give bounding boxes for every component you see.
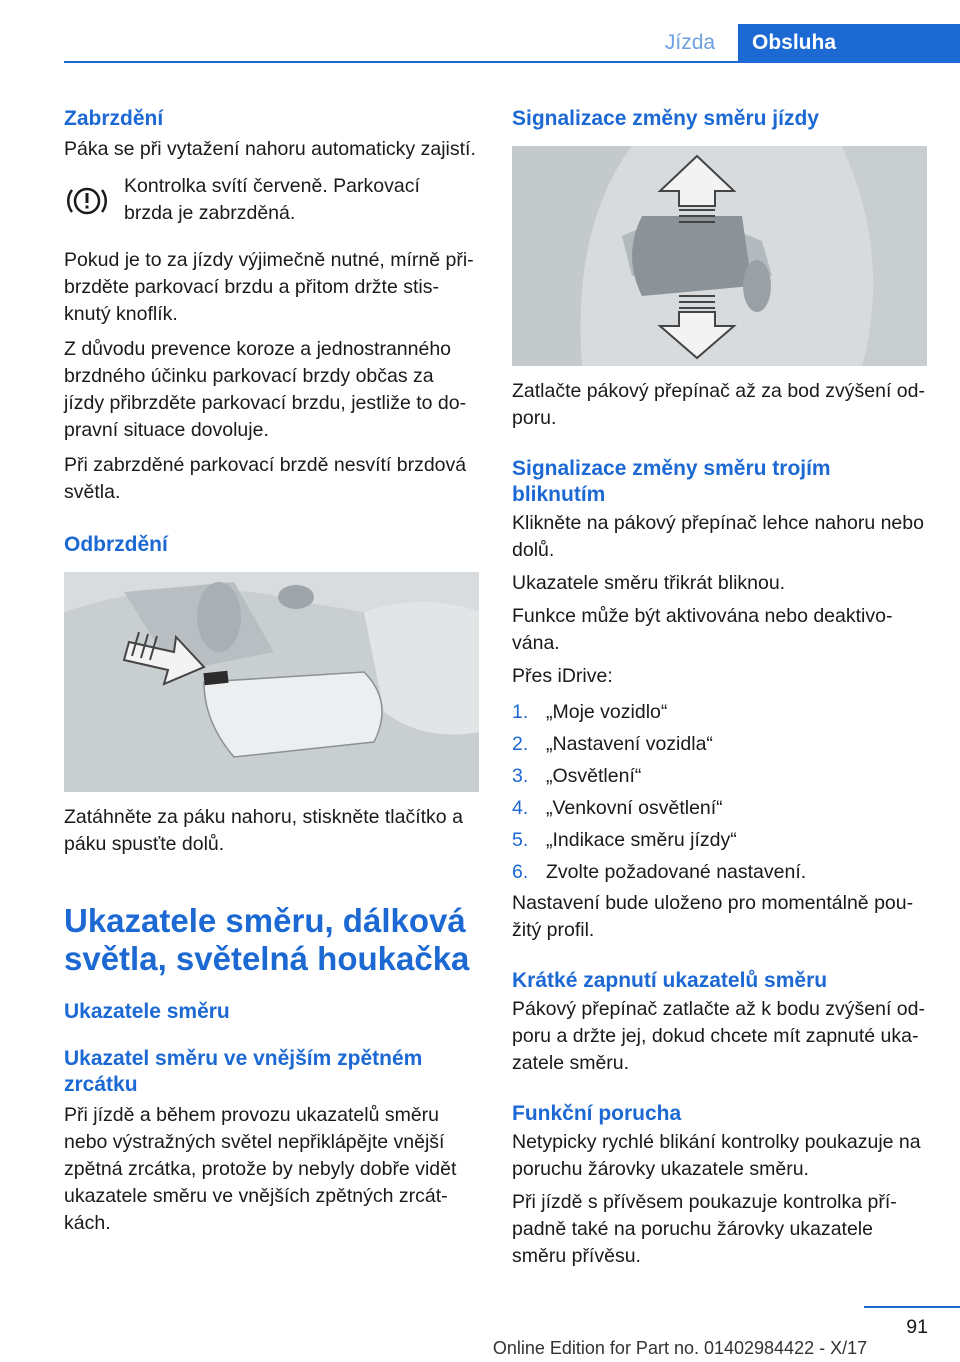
- paragraph: Nastavení bude uloženo pro momentálně pou‐žitý profil.: [512, 892, 914, 941]
- heading-odbrzdeni: Odbrzdění: [64, 533, 168, 556]
- parking-brake-icon: [64, 173, 110, 233]
- footer-rule: [864, 1306, 960, 1308]
- list-item: 5. „Indikace směru jízdy“: [512, 829, 737, 851]
- heading-short: Krátké zapnutí ukazatelů směru: [512, 969, 828, 992]
- paragraph: Netypicky rychlé blikání kontrolky poukazuje na poruchu žárovky ukazatele směru.: [512, 1131, 921, 1180]
- paragraph: Z důvodu prevence koroze a jednostranného brzdného účinku parkovací brzdy občas za jízdy přibrzděte parkovací brzdu, jestliže to do‐pravní situace dovoluje.: [64, 338, 467, 441]
- heading-ukazatele: Ukazatele směru: [64, 1000, 230, 1023]
- paragraph: Při zabrzděné parkovací brzdě nesvítí brzdová světla.: [64, 454, 467, 503]
- heading-mirror: Ukazatel směru ve vnějším zpětném zrcátku: [64, 1047, 423, 1096]
- right-column: [512, 96, 927, 1270]
- heading-signal: Signalizace změny směru jízdy: [512, 107, 819, 130]
- paragraph: Přes iDrive:: [512, 665, 613, 687]
- paragraph: Pokud je to za jízdy výjimečně nutné, mírně při‐brzděte parkovací brzdu a přitom držte stis‐knutý knoflík.: [64, 249, 474, 325]
- turn-signal-photo: [512, 146, 927, 366]
- list-item: 4. „Venkovní osvětlení“: [512, 797, 723, 819]
- idrive-steps: [512, 696, 927, 888]
- section-title: Ukazatele směru, dálková světla, světelná houkačka: [64, 902, 470, 977]
- tab-obsluha[interactable]: Obsluha: [738, 24, 960, 61]
- warning-box: [64, 173, 479, 233]
- heading-fault: Funkční porucha: [512, 1102, 682, 1125]
- paragraph: Při jízdě a během provozu ukazatelů směru nebo výstražných světel nepřiklápějte vnější zpětná zrcátka, protože by nebyly dobře vidět ukazatele směru ve vnějších zpětných zrcát‐kách.: [64, 1104, 457, 1234]
- header-rule: [64, 61, 960, 63]
- tab-jizda[interactable]: Jízda: [664, 31, 716, 54]
- left-column: [64, 96, 479, 1237]
- paragraph: Klikněte na pákový přepínač lehce nahoru nebo dolů.: [512, 512, 924, 561]
- edition-line: Online Edition for Part no. 01402984422 - X/17: [492, 1338, 868, 1358]
- list-item: 6. Zvolte požadované nastavení.: [512, 861, 807, 883]
- list-item: 3. „Osvětlení“: [512, 765, 642, 787]
- paragraph: Funkce může být aktivována nebo deaktivo‐vána.: [512, 605, 893, 654]
- list-item: 2. „Nastavení vozidla“: [512, 733, 713, 755]
- handbrake-photo: [64, 572, 479, 792]
- heading-zabrzdeni: Zabrzdění: [64, 107, 164, 130]
- caption: Zatáhněte za páku nahoru, stiskněte tlačítko a páku spusťte dolů.: [64, 806, 463, 855]
- page-number: 91: [906, 1316, 928, 1338]
- paragraph: Ukazatele směru třikrát bliknou.: [512, 572, 786, 594]
- caption: Zatlačte pákový přepínač až za bod zvýšení od‐poru.: [512, 380, 925, 429]
- page-header: [0, 0, 960, 64]
- paragraph: Při jízdě s přívěsem poukazuje kontrolka pří‐padně také na poruchu žárovky ukazatele směru přívěsu.: [512, 1191, 897, 1267]
- paragraph: Páka se při vytažení nahoru automaticky zajistí.: [64, 138, 476, 160]
- list-item: 1. „Moje vozidlo“: [512, 701, 668, 723]
- heading-triple: Signalizace změny směru trojím bliknutím: [512, 457, 831, 506]
- warning-text: Kontrolka svítí červeně. Parkovací brzda je zabrzděná.: [124, 175, 420, 224]
- paragraph: Pákový přepínač zatlačte až k bodu zvýšení od‐poru a držte jej, dokud chcete mít zapnuté uka‐zatele směru.: [512, 998, 925, 1074]
